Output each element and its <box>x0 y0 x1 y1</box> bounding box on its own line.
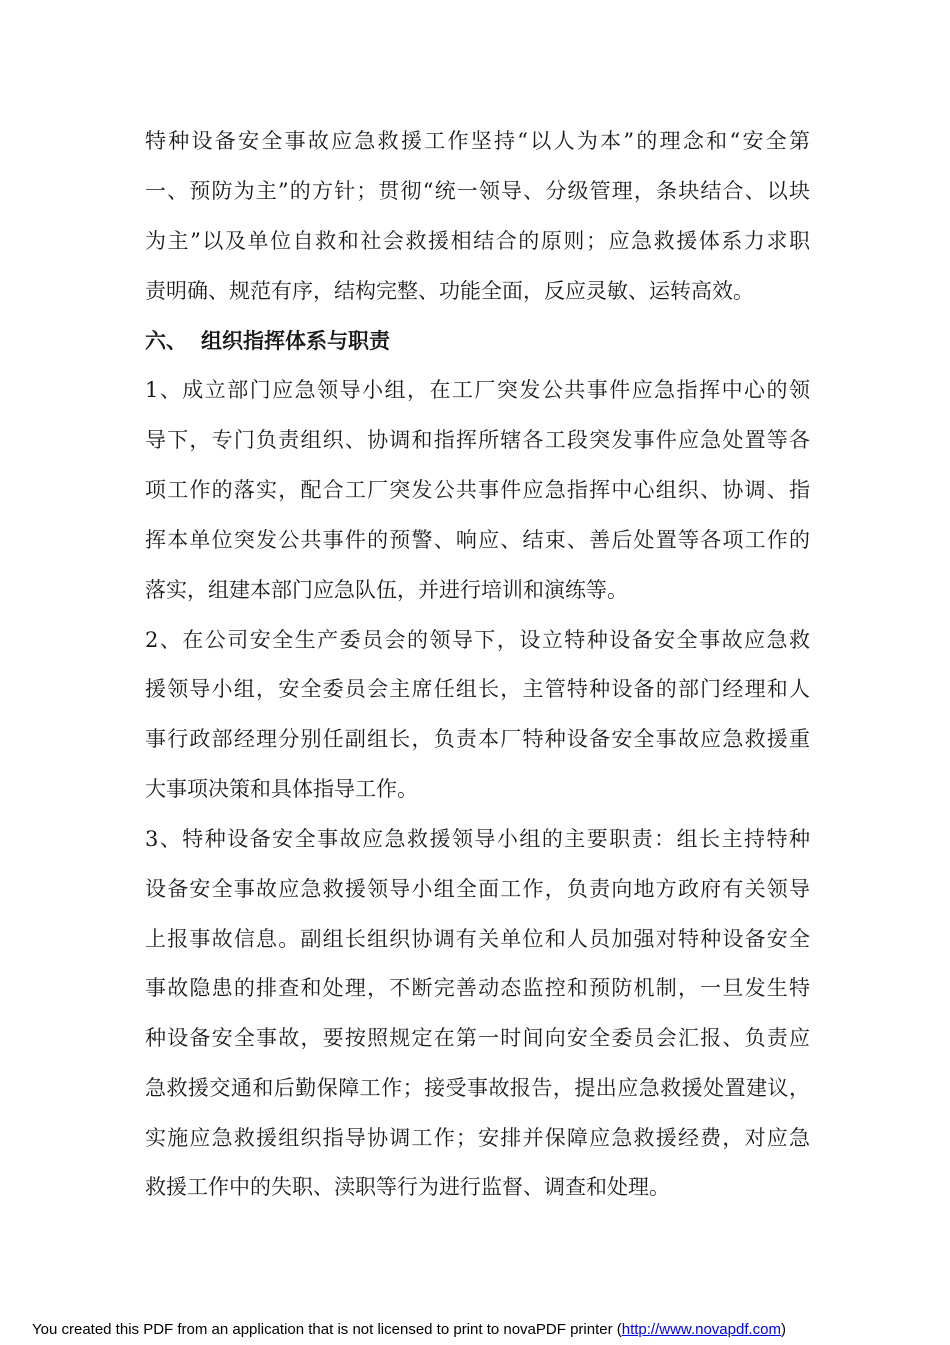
paragraph-3-line-2: 援领导小组，安全委员会主席任组长，主管特种设备的部门经理和人 <box>145 677 810 701</box>
paragraph-4-line-5: 种设备安全事故，要按照规定在第一时间向安全委员会汇报、负责应 <box>145 1026 810 1050</box>
paragraph-3-line-3: 事行政部经理分别任副组长，负责本厂特种设备安全事故应急救援重 <box>145 727 810 751</box>
paragraph-2-line-5: 落实，组建本部门应急队伍，并进行培训和演练等。 <box>145 578 628 602</box>
paragraph-2-line-4: 挥本单位突发公共事件的预警、响应、结束、善后处置等各项工作的 <box>145 528 810 552</box>
paragraph-2-line-3: 项工作的落实，配合工厂突发公共事件应急指挥中心组织、协调、指 <box>145 478 810 502</box>
paragraph-1-line-4: 责明确、规范有序，结构完整、功能全面，反应灵敏、运转高效。 <box>145 279 754 303</box>
paragraph-4-line-2: 设备安全事故应急救援领导小组全面工作，负责向地方政府有关领导 <box>145 877 810 901</box>
paragraph-3-line-1: 2、在公司安全生产委员会的领导下，设立特种设备安全事故应急救 <box>145 628 810 652</box>
paragraph-3-line-4: 大事项决策和具体指导工作。 <box>145 777 418 801</box>
footer-link[interactable]: http://www.novapdf.com <box>621 1321 781 1338</box>
paragraph-4-line-8: 救援工作中的失职、渎职等行为进行监督、调查和处理。 <box>145 1175 670 1199</box>
paragraph-1-line-3: 为主”以及单位自救和社会救援相结合的原则；应急救援体系力求职 <box>145 229 810 253</box>
section-heading <box>145 326 390 356</box>
paragraph-4-line-1: 3、特种设备安全事故应急救援领导小组的主要职责：组长主持特种 <box>145 827 810 851</box>
paragraph-4-line-6: 急救援交通和后勤保障工作；接受事故报告，提出应急救援处置建议， <box>145 1076 810 1100</box>
section-title: 组织指挥体系与职责 <box>201 329 390 353</box>
footer-text-end: ) <box>781 1321 786 1338</box>
paragraph-4-line-3: 上报事故信息。副组长组织协调有关单位和人员加强对特种设备安全 <box>145 927 810 951</box>
paragraph-4-line-4: 事故隐患的排查和处理，不断完善动态监控和预防机制，一旦发生特 <box>145 976 810 1000</box>
paragraph-4-line-7: 实施应急救援组织指导协调工作；安排并保障应急救援经费，对应急 <box>145 1126 810 1150</box>
paragraph-1-line-2: 一、预防为主”的方针；贯彻“统一领导、分级管理，条块结合、以块 <box>145 179 810 203</box>
paragraph-1-line-1: 特种设备安全事故应急救援工作坚持“以人为本”的理念和“安全第 <box>145 129 810 153</box>
footer-text: You created this PDF from an application that is not licensed to print to novaPDF printer ( <box>32 1321 622 1338</box>
paragraph-2-line-2: 导下，专门负责组织、协调和指挥所辖各工段突发事件应急处置等各 <box>145 428 810 452</box>
paragraph-2-line-1: 1、成立部门应急领导小组，在工厂突发公共事件应急指挥中心的领 <box>145 378 810 402</box>
novapdf-footer <box>32 1320 786 1340</box>
section-number: 六、 <box>145 329 187 353</box>
